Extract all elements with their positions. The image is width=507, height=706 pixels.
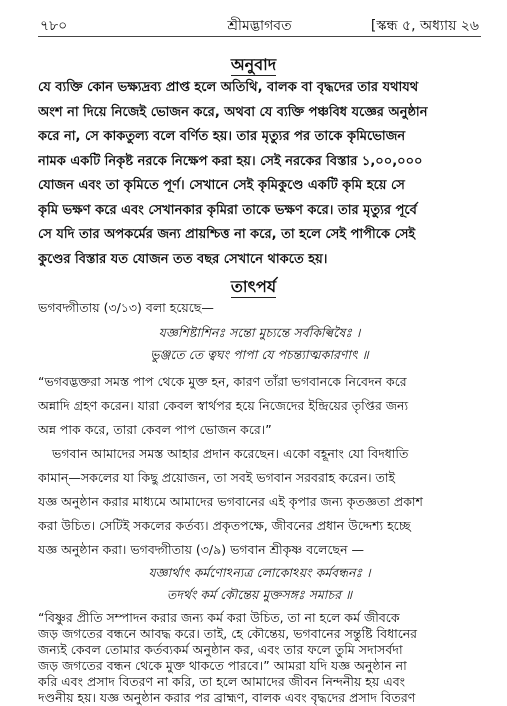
purport-paragraph-2: [38, 442, 481, 562]
text-line: ভগবদ্গীতায় (৩/১৩) বলা হয়েছে—: [38, 300, 214, 315]
text-line: করি এবং প্রসাদ বিতরণ না করি, তা হলে আমাদের জীবন নিন্দনীয় হয় এবং: [38, 674, 406, 689]
verse-line: ভুঞ্জতে তে ত্বঘং পাপা যে পচন্ত্যাত্মকারণাৎ ॥: [150, 347, 369, 362]
translation-heading: অনুবাদ: [230, 55, 277, 74]
text-line: জন্যই কেবল তোমার কর্তব্যকর্ম অনুষ্ঠান কর, এবং তার ফলে তুমি সদাসর্বদা: [38, 642, 403, 657]
text-line: সে যদি তার অপকর্মের জন্য প্রায়শ্চিত্ত না করে, তা হলে সেই পাপীকে সেই: [38, 227, 416, 242]
verse-gita-3-9: [38, 562, 481, 606]
text-line: যজ্ঞ অনুষ্ঠান করা। ভগবদ্গীতায় (৩/৯) ভগবান শ্রীকৃষ্ণ বলেছেন —: [38, 542, 365, 557]
text-line: করা উচিত। সেটিই সকলের কর্তব্য। প্রকৃতপক্ষে, জীবনের প্রধান উদ্দেশ্য হচ্ছে: [38, 518, 411, 533]
text-line: ভগবান আমাদের সমস্ত আহার প্রদান করেছেন। একো বহূনাং যো বিদধাতি: [52, 446, 409, 461]
page-number: ৭৮০: [40, 18, 68, 34]
verse-line: যজ্ঞশিষ্টাশিনঃ সন্তো মুচ্যন্তে সর্বকিল্বিষৈঃ ।: [158, 325, 361, 340]
text-line: যজ্ঞ অনুষ্ঠান করার মাধ্যমে আমাদের ভগবানের এই কৃপার জন্য কৃতজ্ঞতা প্রকাশ: [38, 494, 423, 509]
text-line: “ভগবদ্ভক্তরা সমস্ত পাপ থেকে মুক্ত হন, কারণ তাঁরা ভগবানকে নিবেদন করে: [38, 374, 407, 389]
text-line: যে ব্যক্তি কোন ভক্ষ্যদ্রব্য প্রাপ্ত হলে অতিথি, বালক বা বৃদ্ধদের তার যথাযথ: [38, 80, 419, 95]
text-line: যোজন এবং তা কৃমিতে পূর্ণ। সেখানে সেই কৃমিকুণ্ডে একটি কৃমি হয়ে সে: [38, 178, 405, 193]
translation-text: [38, 76, 481, 272]
text-line: কুণ্ডের বিস্তার যত যোজন তত বছর সেখানে থাকতে হয়।: [38, 251, 328, 267]
text-line: “বিষ্ণুর প্রীতি সম্পাদন করার জন্য কর্ম করা উচিত, তা না হলে কর্ম জীবকে: [38, 610, 400, 625]
purport-paragraph-3: [38, 610, 481, 706]
purport-heading: তাৎপর্য: [230, 277, 277, 296]
verse-gita-3-13: [38, 322, 481, 366]
text-line: অন্ন পাক করে, তারা কেবল পাপ ভোজন করে।”: [38, 422, 272, 437]
header-divider: [38, 36, 481, 37]
text-line: নামক একটি নিকৃষ্ট নরকে নিক্ষেপ করা হয়। সেই নরকের বিস্তার ১,০০,০০০: [38, 153, 423, 169]
purport-intro: [38, 296, 481, 320]
chapter-reference: [স্কন্ধ ৫, অধ্যায় ২৬: [370, 18, 479, 34]
text-line: অন্নাদি গ্রহণ করেন। যারা কেবল স্বার্থপর হয়ে নিজেদের ইন্দ্রিয়ের তৃপ্তির জন্য: [38, 398, 409, 413]
purport-paragraph-1: [38, 370, 481, 442]
verse-line: তদর্থং কর্ম কৌন্তেয় মুক্তসঙ্গঃ সমাচর ॥: [166, 587, 353, 602]
text-line: অংশ না দিয়ে নিজেই ভোজন করে, অথবা যে ব্যক্তি পঞ্চবিধ যজ্ঞের অনুষ্ঠান: [38, 104, 428, 120]
text-line: জড় জগতের বন্ধনে আবদ্ধ করে। তাই, হে কৌন্তেয়, ভগবানের সন্তুষ্টি বিধানের: [38, 626, 418, 641]
text-line: কামান্—সকলের যা কিছু প্রয়োজন, তা সবই ভগবান সরবরাহ করেন। তাই: [38, 470, 396, 485]
text-line: জড় জগতের বন্ধন থেকে মুক্ত থাকতে পারবে।” আমরা যদি যজ্ঞ অনুষ্ঠান না: [38, 658, 407, 673]
text-line: দণ্ডনীয় হয়। যজ্ঞ অনুষ্ঠান করার পর ব্রাহ্মণ, বালক এবং বৃদ্ধদের প্রসাদ বিতরণ: [38, 690, 416, 705]
verse-line: যজ্ঞার্থাৎ কর্মণোঽন্যত্র লোকোঽয়ং কর্মবন্ধনঃ ।: [148, 565, 371, 580]
book-title: শ্রীমদ্ভাগবত: [227, 18, 292, 34]
text-line: কৃমি ভক্ষণ করে এবং সেখানকার কৃমিরা তাকে ভক্ষণ করে। তার মৃত্যুর পূর্বে: [38, 202, 417, 218]
text-line: করে না, সে কাকতুল্য বলে বর্ণিত হয়। তার মৃত্যুর পর তাকে কৃমিভোজন: [38, 129, 406, 144]
